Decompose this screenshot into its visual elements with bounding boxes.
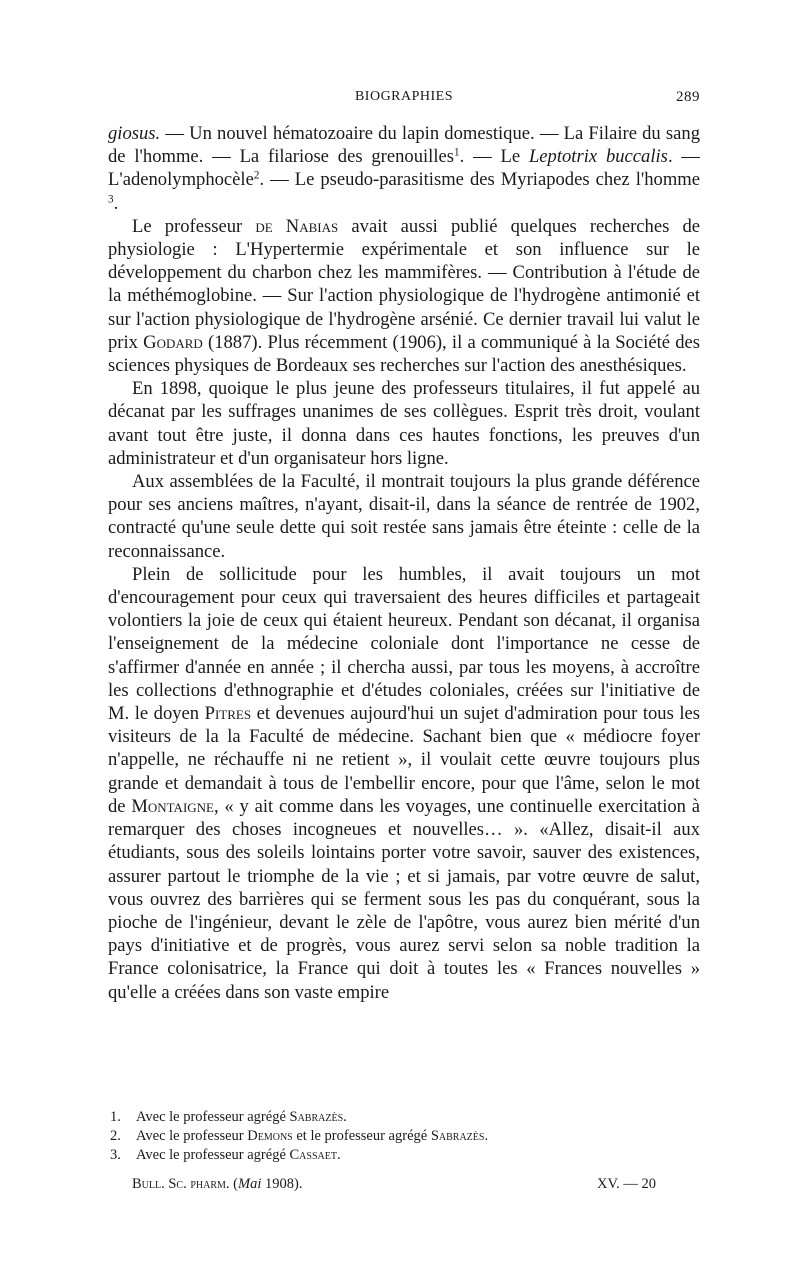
footnotes xyxy=(108,1108,700,1165)
footnote-ref-1: 1 xyxy=(454,146,460,159)
footnote-2: 2. Avec le professeur Demons et le professeur agrégé Sabrazès. xyxy=(110,1128,489,1144)
small-caps-name: Godard xyxy=(143,331,203,353)
small-caps-name: de Nabias xyxy=(255,215,339,237)
page-number: 289 xyxy=(676,89,700,105)
footnote-3: 3. Avec le professeur agrégé Cassaet. xyxy=(110,1147,341,1163)
paragraph-5: Plein de sollicitude pour les humbles, il avait toujours un mot d'encouragement pour ceux qui traversaient des heures difficiles et partageait volontiers la joie de ceux qui étaient heureux. Pendant son décanat, il organisa l'enseignement de la médecine coloniale dont l'importance ne cesse de s'affirmer d'année en année ; il chercha aussi, par tous les moyens, à accroître les collections d'ethnographie et d'études coloniales, créées sur l'initiative de M. le doyen Pitres et devenues aujourd'hui un sujet d'admiration pour tous les visiteurs de la la Faculté de médecine. Sachant bien que « médiocre foyer n'appelle, ne réchauffe ni ne retient », il voulait cette œuvre toujours plus grande et demandait à tous de l'embellir encore, pour que l'âme, selon le mot de Montaigne, « y ait comme dans les voyages, une continuelle exercitation à remarquer des choses incogneues et nouvelles… ». «Allez, disait-il aux étudiants, sous des soleils lointains porter votre savoir, sauver des existences, assurer partout le triomphe de la vie ; et si jamais, par votre œuvre de salut, vous ouvrez des barrières qui se ferment sous les pas du conquérant, sous la pioche de l'ingénieur, devant le zèle de l'apôtre, vous aurez bien mérité d'un pays d'initiative et de progrès, vous aurez servi selon sa noble tradition la France colonisatrice, la France qui doit à toutes les « Frances nouvelles » qu'elle a créées dans son vaste empire xyxy=(108,563,700,1003)
signature-mark: XV. — 20 xyxy=(597,1176,656,1192)
paragraph-1: giosus. — Un nouvel hématozoaire du lapin domestique. — La Filaire du sang de l'homme. — La filariose des grenouilles$^1$. — Le Leptotrix buccalis. — L'adenolymphocèle$^2$. — Le pseudo-parasitisme des Myriapodes chez l'homme $^3$. xyxy=(108,123,701,214)
paragraph-2: Le professeur de Nabias avait aussi publié quelques recherches de physiologie : L'Hypertermie expérimentale et son influence sur le développement du charbon chez les mammifères. — Contribution à l'étude de la méthémoglobine. — Sur l'action physiologique de l'hydrogène antimonié et sur l'action physiologique de l'hydrogène arsénié. Ce dernier travail lui valut le prix Godard (1887). Plus récemment (1906), il a communiqué à la Société des sciences physiques de Bordeaux ses recherches sur l'action des anesthésiques. xyxy=(108,215,700,377)
paragraph-4: Aux assemblées de la Faculté, il montrait toujours la plus grande déférence pour ses anciens maîtres, n'ayant, disait-il, dans la séance de rentrée de 1902, contracté qu'une seule dette qui soit restée sans jamais être éteinte : celle de la reconnaissance. xyxy=(108,471,700,562)
journal-citation: Bull. Sc. pharm. (Mai 1908). xyxy=(132,1176,303,1192)
small-caps-name: Pitres xyxy=(204,703,252,725)
italic-species-name: Leptotrix buccalis xyxy=(528,146,668,168)
footnote-1: 1. Avec le professeur agrégé Sabrazès. xyxy=(110,1109,347,1125)
body-text xyxy=(108,122,700,1004)
page-footer xyxy=(108,1176,700,1196)
small-caps-name: Montaigne xyxy=(131,795,214,817)
paragraph-3: En 1898, quoique le plus jeune des professeurs titulaires, il fut appelé au décanat par les suffrages unanimes de ses collègues. Esprit très droit, voulant avant tout être juste, il donna dans ces hautes fonctions, les preuves d'un administrateur et d'un organisateur hors ligne. xyxy=(108,378,700,469)
footnote-ref-2: 2 xyxy=(253,169,260,182)
footnote-ref-3: 3 xyxy=(108,192,114,205)
running-header xyxy=(108,89,700,109)
running-title: BIOGRAPHIES xyxy=(354,89,454,104)
italic-fragment: giosus. xyxy=(108,123,161,144)
